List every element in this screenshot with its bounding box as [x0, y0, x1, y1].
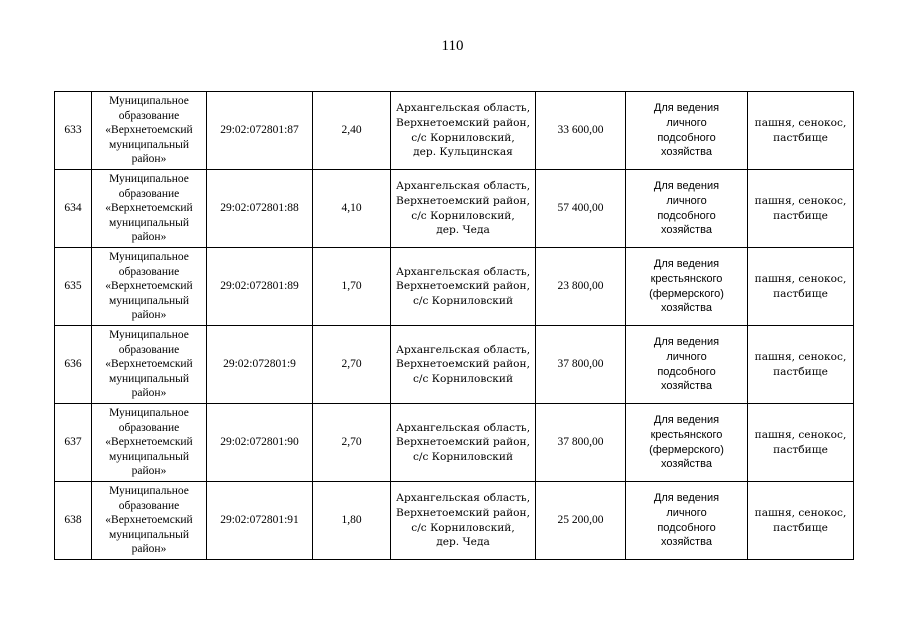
- cell-number: 636: [55, 326, 92, 404]
- land-plots-table: [54, 91, 854, 560]
- cell-area: 1,70: [313, 248, 391, 326]
- table-row: [55, 326, 854, 404]
- cell-purpose: Для ведения личного подсобного хозяйства: [626, 170, 748, 248]
- cell-address: Архангельская область, Верхнетоемский район, с/с Корниловский, дер. Кульцинская: [391, 92, 536, 170]
- cell-owner: Муниципальное образование «Верхнетоемский муниципальный район»: [92, 170, 207, 248]
- cell-number: 633: [55, 92, 92, 170]
- cell-purpose: Для ведения личного подсобного хозяйства: [626, 482, 748, 560]
- cell-value: 33 600,00: [536, 92, 626, 170]
- table-row: [55, 248, 854, 326]
- table-row: [55, 482, 854, 560]
- cell-address: Архангельская область, Верхнетоемский район, с/с Корниловский: [391, 404, 536, 482]
- page-number: 110: [441, 38, 464, 54]
- cell-value: 37 800,00: [536, 404, 626, 482]
- cell-cadastral-number: 29:02:072801:91: [207, 482, 313, 560]
- cell-number: 638: [55, 482, 92, 560]
- cell-land-type: пашня, сенокос, пастбище: [748, 170, 854, 248]
- cell-address: Архангельская область, Верхнетоемский район, с/с Корниловский: [391, 248, 536, 326]
- cell-purpose: Для ведения крестьянского (фермерского) хозяйства: [626, 404, 748, 482]
- cell-purpose: Для ведения личного подсобного хозяйства: [626, 92, 748, 170]
- table-row: [55, 404, 854, 482]
- cell-cadastral-number: 29:02:072801:87: [207, 92, 313, 170]
- cell-cadastral-number: 29:02:072801:9: [207, 326, 313, 404]
- cell-cadastral-number: 29:02:072801:90: [207, 404, 313, 482]
- cell-number: 634: [55, 170, 92, 248]
- cell-owner: Муниципальное образование «Верхнетоемский муниципальный район»: [92, 248, 207, 326]
- cell-area: 4,10: [313, 170, 391, 248]
- table-row: [55, 92, 854, 170]
- cell-address: Архангельская область, Верхнетоемский район, с/с Корниловский, дер. Чеда: [391, 482, 536, 560]
- cell-cadastral-number: 29:02:072801:88: [207, 170, 313, 248]
- cell-owner: Муниципальное образование «Верхнетоемский муниципальный район»: [92, 326, 207, 404]
- cell-land-type: пашня, сенокос, пастбище: [748, 92, 854, 170]
- cell-area: 2,70: [313, 326, 391, 404]
- cell-value: 57 400,00: [536, 170, 626, 248]
- cell-area: 2,40: [313, 92, 391, 170]
- cell-number: 635: [55, 248, 92, 326]
- cell-value: 23 800,00: [536, 248, 626, 326]
- cell-land-type: пашня, сенокос, пастбище: [748, 482, 854, 560]
- cell-address: Архангельская область, Верхнетоемский район, с/с Корниловский, дер. Чеда: [391, 170, 536, 248]
- cell-value: 25 200,00: [536, 482, 626, 560]
- cell-land-type: пашня, сенокос, пастбище: [748, 326, 854, 404]
- cell-land-type: пашня, сенокос, пастбище: [748, 248, 854, 326]
- cell-area: 2,70: [313, 404, 391, 482]
- cell-cadastral-number: 29:02:072801:89: [207, 248, 313, 326]
- cell-land-type: пашня, сенокос, пастбище: [748, 404, 854, 482]
- cell-owner: Муниципальное образование «Верхнетоемский муниципальный район»: [92, 92, 207, 170]
- cell-purpose: Для ведения крестьянского (фермерского) хозяйства: [626, 248, 748, 326]
- cell-number: 637: [55, 404, 92, 482]
- cell-value: 37 800,00: [536, 326, 626, 404]
- cell-owner: Муниципальное образование «Верхнетоемский муниципальный район»: [92, 482, 207, 560]
- table-row: [55, 170, 854, 248]
- cell-purpose: Для ведения личного подсобного хозяйства: [626, 326, 748, 404]
- cell-area: 1,80: [313, 482, 391, 560]
- cell-address: Архангельская область, Верхнетоемский район, с/с Корниловский: [391, 326, 536, 404]
- cell-owner: Муниципальное образование «Верхнетоемский муниципальный район»: [92, 404, 207, 482]
